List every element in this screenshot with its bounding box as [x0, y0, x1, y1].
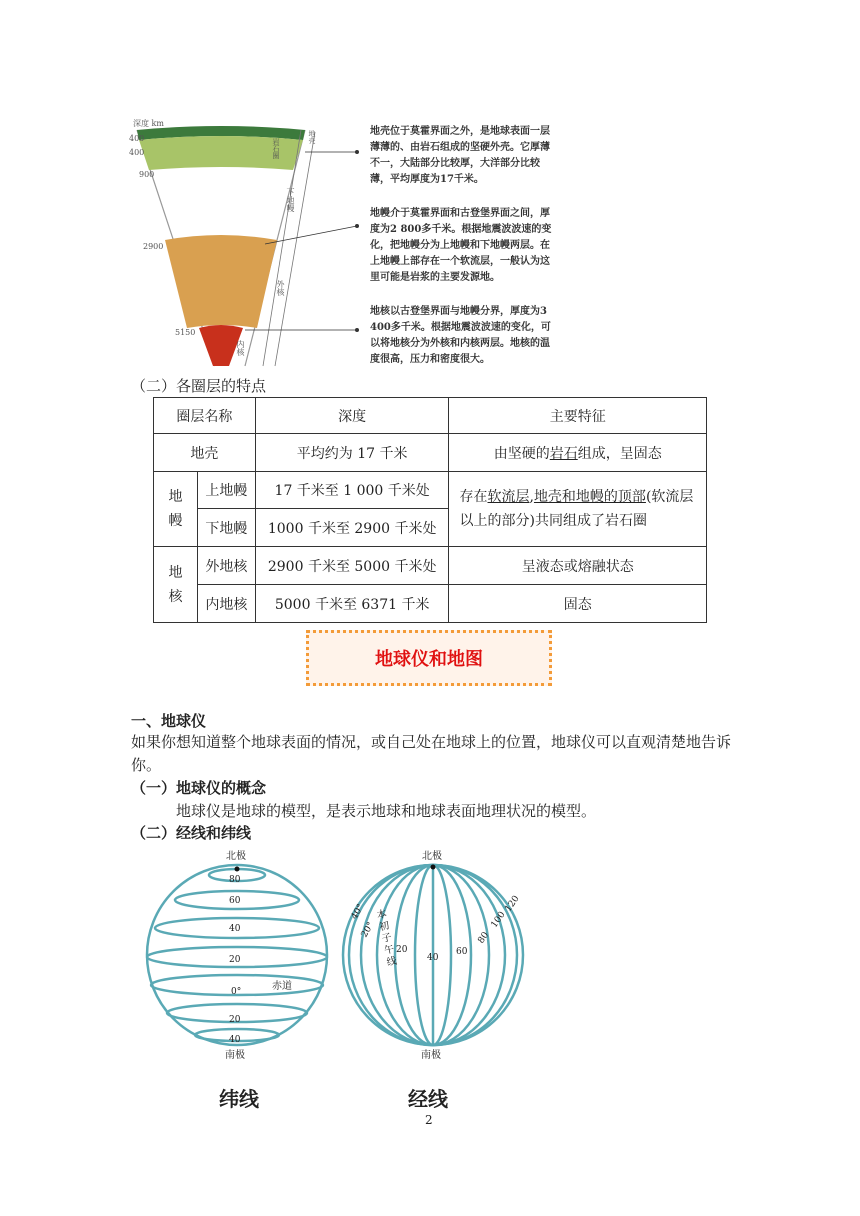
north-pole-label: 北极: [226, 851, 246, 862]
earth-structure-diagram: [125, 118, 555, 368]
north-pole-label: 北极: [422, 851, 442, 862]
depth-label: 400: [129, 134, 145, 143]
table-cell: 上地幔: [197, 472, 255, 509]
depth-label: 400: [129, 148, 145, 157]
table-cell: 由坚硬的岩石组成，呈固态: [449, 434, 707, 472]
table-row: [154, 547, 707, 585]
depth-label: 900: [139, 170, 155, 179]
latitude-caption: 纬线: [219, 1087, 259, 1111]
table-cell: 内地核: [197, 585, 255, 623]
table-row: [154, 434, 707, 472]
table-group-cell: 地幔: [154, 472, 198, 547]
south-pole-label: 南极: [225, 1050, 245, 1061]
longitude-caption: 经线: [408, 1087, 448, 1111]
intro-paragraph: 如果你想知道整个地球表面的情况，或自己处在地球上的位置，地球仪可以直观清楚地告诉你。: [131, 733, 732, 774]
table-header: 主要特征: [449, 398, 707, 434]
core-note: 地核以古登堡界面与地幔分界，厚度为3 400多千米。根据地震波波速的变化，可以将地核分为外核和内核两层。地核的温度很高，压力和密度很大。: [370, 306, 551, 365]
longitude-label: 40: [427, 953, 439, 963]
table-row: [154, 472, 707, 509]
longitude-label: 120: [503, 894, 522, 914]
table-cell: 地壳: [154, 434, 256, 472]
table-cell: 存在软流层,地壳和地幔的顶部(软流层以上的部分)共同组成了岩石圈: [449, 472, 707, 547]
latitude-globe: [140, 845, 340, 1075]
layer-label: 岩石圈: [272, 138, 280, 159]
longitude-globe-drawing: [338, 845, 538, 1055]
latitude-label: 20: [229, 1015, 241, 1025]
crust-note: 地壳位于莫霍界面之外，是地球表面一层薄薄的、由岩石组成的坚硬外壳。它厚薄不一，大陆部分比较厚，大洋部分比较薄，平均厚度为17千米。: [370, 126, 550, 185]
table-cell: 17 千米至 1 000 千米处: [255, 472, 449, 509]
table-cell: 2900 千米至 5000 千米处: [255, 547, 449, 585]
table-cell: 平均约为 17 千米: [255, 434, 449, 472]
table-row: [154, 585, 707, 623]
longitude-label: 40°: [349, 902, 367, 922]
longitude-globe: [338, 845, 538, 1075]
latitude-label: 40: [229, 1035, 241, 1045]
latitude-label: 80: [229, 875, 241, 885]
latitude-label: 0°: [231, 987, 242, 997]
prime-meridian-label: 本初子午线: [375, 908, 398, 969]
south-pole-label: 南极: [421, 1050, 441, 1061]
longitude-label: 80: [476, 930, 492, 946]
table-cell: 下地幔: [197, 509, 255, 547]
longitude-label: 100: [489, 910, 508, 930]
concept-paragraph: 地球仪是地球的模型，是表示地球和地球表面地理状况的模型。: [176, 802, 597, 820]
table-header: 圈层名称: [154, 398, 256, 434]
longitude-label: 20°: [359, 920, 377, 940]
latitude-label: 60: [229, 896, 241, 906]
depth-label: 5150: [175, 328, 196, 337]
equator-label: 赤道: [272, 981, 292, 992]
table-cell: 外地核: [197, 547, 255, 585]
subheading-lines: （二）经线和纬线: [131, 824, 252, 842]
table-group-cell: 地核: [154, 547, 198, 623]
mantle-note: 地幔介于莫霍界面和古登堡界面之间，厚度为2 800多千米。根据地震波波速的变化，把地幔分为上地幔和下地幔两层。在上地幔上部存在一个软流层，一般认为这里可能是岩浆的主要发源地。: [370, 208, 552, 283]
subheading-concept: （一）地球仪的概念: [131, 779, 267, 797]
layer-label: 外核: [276, 280, 285, 296]
page-number: 2: [425, 1113, 433, 1127]
table-cell: 固态: [449, 585, 707, 623]
layer-label: 内核: [236, 340, 245, 356]
table-cell: 5000 千米至 6371 千米: [255, 585, 449, 623]
layer-characteristics-table: [153, 397, 707, 623]
layer-label: 下地幔: [286, 188, 295, 212]
table-cell: 呈液态或熔融状态: [449, 547, 707, 585]
depth-label: 2900: [143, 242, 164, 251]
table-header: 深度: [255, 398, 449, 434]
section-banner: [306, 630, 552, 686]
longitude-label: 60: [456, 947, 468, 957]
section-title-layers: （二）各圈层的特点: [131, 377, 267, 395]
longitude-label: 20: [396, 945, 408, 955]
layer-label: 地壳: [308, 130, 316, 144]
heading-globe: 一、地球仪: [131, 712, 207, 730]
depth-label: 深度 km: [133, 119, 164, 128]
table-header-row: [154, 398, 707, 434]
latitude-label: 20: [229, 955, 241, 965]
banner-title: 地球仪和地图: [375, 649, 483, 670]
table-cell: 1000 千米至 2900 千米处: [255, 509, 449, 547]
latitude-label: 40: [229, 924, 241, 934]
